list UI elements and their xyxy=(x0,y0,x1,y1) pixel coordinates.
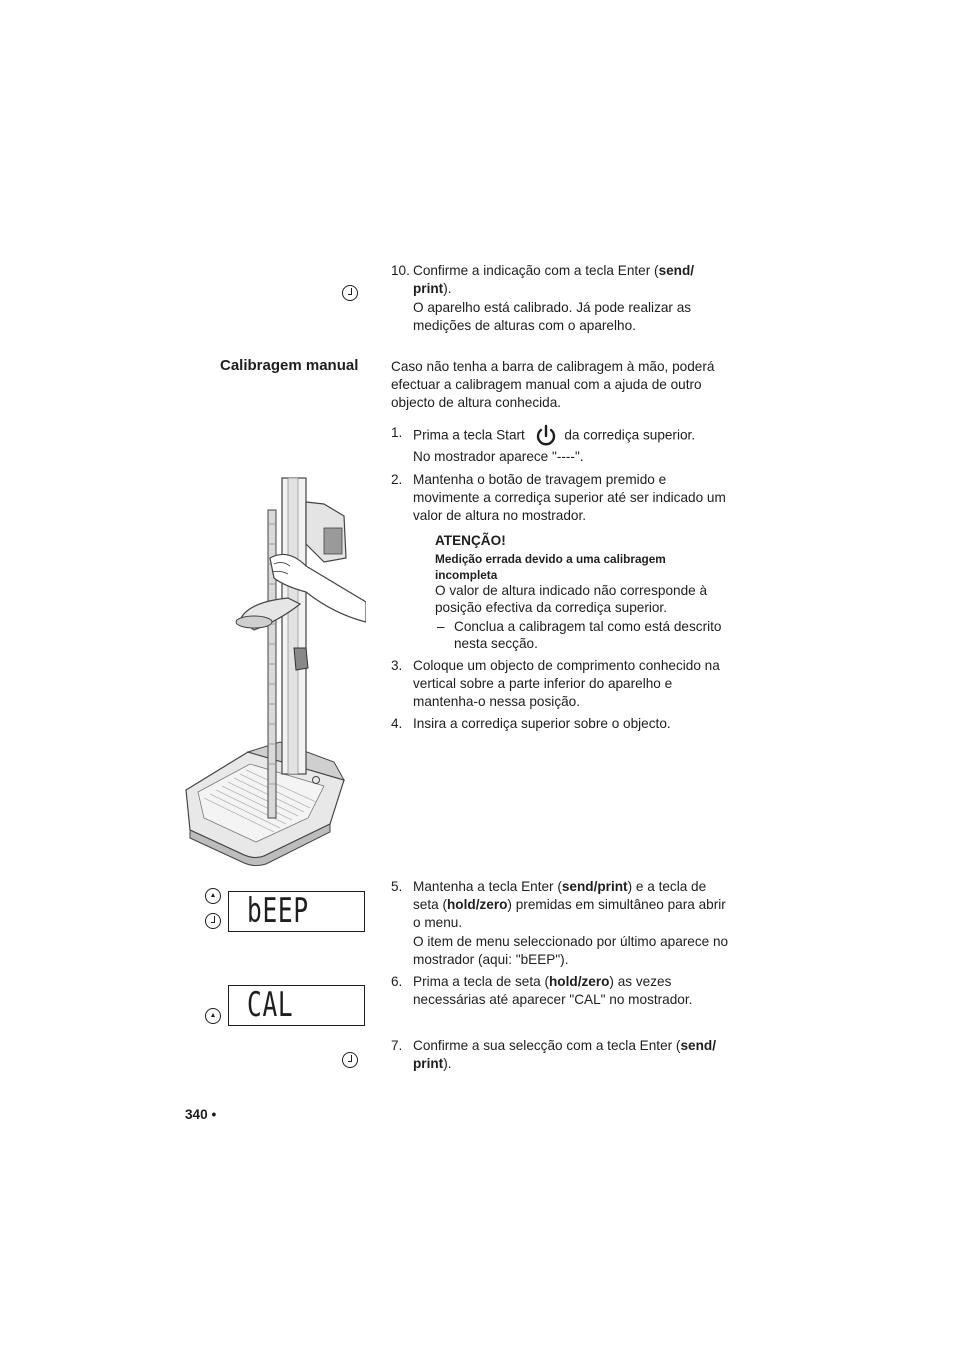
step-number: 5. xyxy=(391,879,403,894)
warning-dash: – xyxy=(437,619,445,634)
step-text: Prima a tecla Start da corrediça superior. xyxy=(413,424,731,448)
warning-text: O valor de altura indicado não corresponde à posição efectiva da corrediça superior. xyxy=(435,583,708,615)
step-text: Mantenha o botão de travagem premido e movimente a corrediça superior até ser indicado um valor de altura no mostrador. xyxy=(413,472,726,523)
section-heading: Calibragem manual xyxy=(220,357,359,374)
power-icon xyxy=(535,424,557,448)
display-beep: bEEP xyxy=(228,891,365,932)
step-number: 2. xyxy=(391,472,403,487)
step-result: O aparelho está calibrado. Já pode realizar as medições de alturas com o aparelho. xyxy=(413,300,692,333)
arrow-key-icon xyxy=(205,888,221,904)
enter-key-icon xyxy=(342,285,358,301)
enter-key-icon xyxy=(205,913,221,929)
enter-key-icon xyxy=(342,1052,358,1068)
step-text: Insira a corrediça superior sobre o objecto. xyxy=(413,716,671,731)
step-text: Coloque um objecto de comprimento conhecido na vertical sobre a parte inferior do aparelho e mantenha-o nessa posição. xyxy=(413,658,720,709)
step-number: 6. xyxy=(391,974,403,989)
step-text: Confirme a indicação com a tecla Enter (send/ print). xyxy=(413,263,695,296)
step-number: 10. xyxy=(391,263,410,278)
stadiometer-illustration xyxy=(184,474,366,870)
step-number: 3. xyxy=(391,658,403,673)
warning-subtitle: Medição errada devido a uma calibragem incompleta xyxy=(435,552,666,582)
step-result: No mostrador aparece "----". xyxy=(413,449,584,464)
step-number: 7. xyxy=(391,1038,403,1053)
warning-title: ATENÇÃO! xyxy=(435,533,506,548)
step-text: Confirme a sua selecção com a tecla Enter (send/ print). xyxy=(413,1038,716,1071)
step-text: Prima a tecla de seta (hold/zero) as vezes necessárias até aparecer "CAL" no mostrador. xyxy=(413,974,693,1007)
display-cal: CAL xyxy=(228,985,365,1026)
page-number: 340 • xyxy=(185,1107,217,1122)
section-intro: Caso não tenha a barra de calibragem à mão, poderá efectuar a calibragem manual com a ajuda de outro objecto de altura conhecida. xyxy=(391,359,715,410)
step-result: O item de menu seleccionado por último aparece no mostrador (aqui: "bEEP"). xyxy=(413,934,729,967)
step-number: 1. xyxy=(391,425,403,440)
step-text: Mantenha a tecla Enter (send/print) e a tecla de seta (hold/zero) premidas em simultâneo para abrir o menu. xyxy=(413,879,726,930)
arrow-key-icon xyxy=(205,1008,221,1024)
warning-item: Conclua a calibragem tal como está descrito nesta secção. xyxy=(454,619,722,651)
step-number: 4. xyxy=(391,716,403,731)
